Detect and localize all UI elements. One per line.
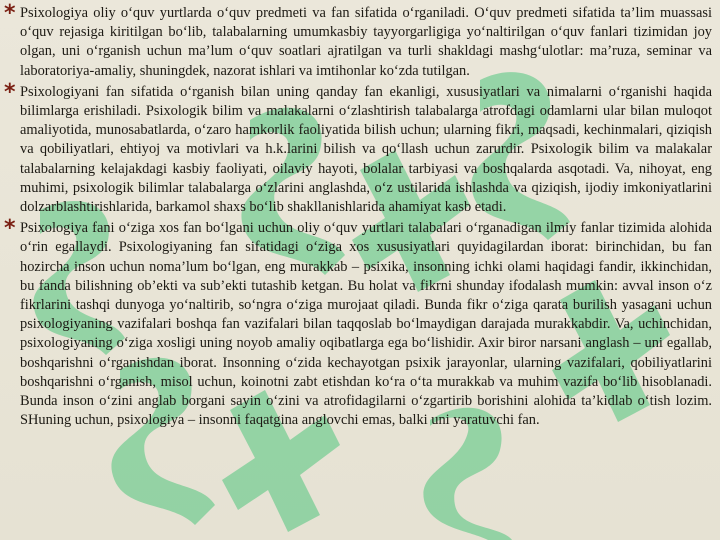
bullet-asterisk: * bbox=[4, 216, 16, 242]
bullet-asterisk: * bbox=[4, 79, 16, 105]
paragraph-1 bbox=[4, 1, 712, 81]
slide-body bbox=[4, 1, 712, 432]
paragraph-text: Psixologiya fani o‘ziga xos fan bo‘lgani uchun oliy o‘quv yurtlari talabalari o‘rganadigan ilmiy fanlar tizimida alohida o‘rin egallaydi. Psixologiyaning fan sifatidagi o‘ziga xos xususiyatlari quyidagilardan iborat: birinchidan, bu fan hozircha inson uchun noma’lum bo‘lgan, eng murakkab – psixika, insonning ichki olami haqidagi fandir, ikkinchidan, bu fanda bilishning ob’ekti va sub’ekti tutashib ketgan. Bu holat va fikrni shunday ifodalash mumkin: avval inson o‘z fikrlarini tashqi dunyoga yo‘naltirib, so‘ngra o‘ziga murojaat qiladi. Bunda fikr o‘ziga qarata burilish yasagani uchun psixologiyaning vazifalari boshqa fan vazifalari bilan taqqoslab bo‘lmaydigan darajada murakkabdir. Va, uchinchidan, psixologiyaning o‘ziga xosligi uning noyob amaliy oqibatlarga ega bo‘lishidir. Axir biror narsani anglash – uni egallab, boshqarishni o‘rganishdan iborat. Insonning o‘zida kechayotgan psixik jarayonlar, ularning vazifalari, qobiliyatlarini boshqarishni o‘rganish, misol uchun, koinotni zabt etishdan ko‘ra o‘ta murakkab va muhim vazifa bo‘lib hisoblanadi. Bunda inson o‘zini anglab borgani sayin o‘zini va atrofidagilarni o‘zgartirib borishini alohida ta’kidlab o‘tish lozim. SHuning uchun, psixologiya – insonni faqatgina anglovchi emas, balki uni yaratuvchi fan. bbox=[20, 220, 712, 429]
bullet-asterisk: * bbox=[4, 1, 16, 26]
paragraph-text: Psixologiyani fan sifatida o‘rganish bilan uning qanday fan ekanligi, xususiyatlari va nimalarni o‘rganishi haqida bilimlarga erishiladi. Psixologik bilim va malakalarni o‘zlashtirish talabalarga atrofdagi odamlarni ular bilan muloqot amaliyotida, munosabatlarda, o‘zaro hamkorlik faoliyatida bilish uchun; ularning fikri, maqsadi, kechinmalari, qiziqish va qobiliyatlari, ehtiyoj va motivlari va h.k.larini bilish va qo‘llash uchun zarurdir. Psixologik bilim va malakalar talabalarning kelajakdagi kasbiy faoliyati, oilaviy hayoti, bolalar tarbiyasi va boshqalarda asqotadi. Va, nihoyat, eng muhimi, psixologik bilimlar talabalarga o‘zlarini anglashda, o‘z ustilarida ishlashda va qiziqish, ijodiy imkoniyatlarini dolzarblashtirishlarida, barkamol shaxs bo‘lib shakllanishlarida ahamiyat kasb etadi. bbox=[20, 83, 712, 216]
paragraph-text: Psixologiya oliy o‘quv yurtlarda o‘quv predmeti va fan sifatida o‘rganiladi. O‘quv predmeti sifatida ta’lim muassasi o‘quv rejasiga kiritilgan bo‘lib, talabalarning umumkasbiy tayyorgarligiga yo‘naltirilgan o‘quv fanlari tizimidan joy olgan, uni o‘rganish uchun ma’lum o‘quv soatlari ajratilgan va turli shakldagi mashg‘ulotlar: ma’ruza, seminar va laboratoriya-amaliy, shuningdek, nazorat ishlari va imtihonlar ko‘zda tutilgan. bbox=[20, 5, 712, 79]
paragraph-2 bbox=[4, 79, 712, 217]
paragraph-3 bbox=[4, 216, 712, 430]
